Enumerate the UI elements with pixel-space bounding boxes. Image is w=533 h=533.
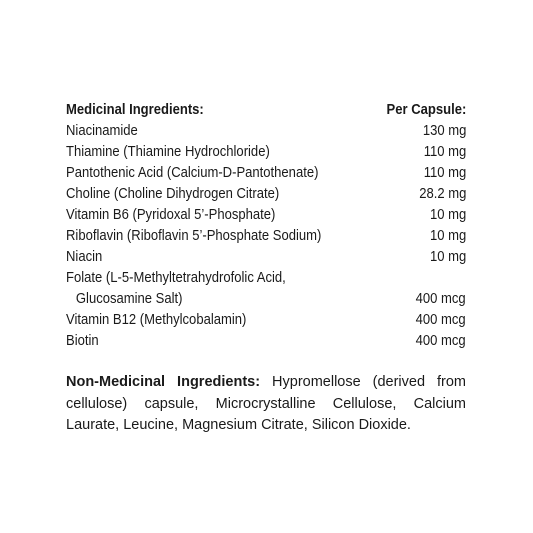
ingredient-amount: 28.2 mg xyxy=(418,186,466,202)
medicinal-ingredients-table xyxy=(66,100,466,352)
ingredient-row xyxy=(66,331,466,352)
ingredient-row xyxy=(66,310,466,331)
ingredient-amount: 400 mcg xyxy=(415,333,466,349)
ingredient-row xyxy=(66,205,466,226)
non-medicinal-ingredients xyxy=(66,372,466,437)
ingredient-amount: 400 mcg xyxy=(415,312,466,328)
ingredient-row xyxy=(66,268,466,289)
ingredient-amount: 110 mg xyxy=(423,144,466,160)
ingredient-amount: 10 mg xyxy=(429,207,466,223)
ingredient-name: Thiamine (Thiamine Hydrochloride) xyxy=(66,144,270,160)
table-header xyxy=(66,100,466,121)
ingredient-name: Niacin xyxy=(66,249,103,265)
ingredient-row xyxy=(66,184,466,205)
ingredient-row xyxy=(66,121,466,142)
ingredient-name: Riboflavin (Riboflavin 5’-Phosphate Sodium) xyxy=(66,228,322,244)
per-capsule-heading: Per Capsule: xyxy=(386,102,467,118)
ingredient-row xyxy=(66,289,466,310)
non-medicinal-text: Hypromellose (derived from cellulose) capsule, Microcrystalline Cellulose, Calcium Laurate, Leucine, Magnesium Citrate, Silicon Dioxide. xyxy=(66,374,467,433)
ingredient-row xyxy=(66,226,466,247)
ingredient-row xyxy=(66,247,466,268)
ingredient-name: Vitamin B6 (Pyridoxal 5’-Phosphate) xyxy=(66,207,276,223)
ingredient-row xyxy=(66,163,466,184)
ingredient-amount: 10 mg xyxy=(429,228,466,244)
ingredient-amount: 10 mg xyxy=(429,249,466,265)
ingredient-name: Biotin xyxy=(66,333,99,349)
ingredient-amount: 130 mg xyxy=(422,123,466,139)
ingredient-name: Vitamin B12 (Methylcobalamin) xyxy=(66,312,247,328)
ingredient-name: Niacinamide xyxy=(66,123,138,139)
non-medicinal-label: Non-Medicinal Ingredients: xyxy=(66,374,261,390)
ingredient-name: Pantothenic Acid (Calcium-D-Pantothenate) xyxy=(66,165,319,181)
ingredient-amount: 400 mcg xyxy=(415,291,466,307)
ingredient-name: Folate (L-5-Methyltetrahydrofolic Acid, xyxy=(66,270,286,286)
ingredient-name: Glucosamine Salt) xyxy=(75,291,183,307)
medicinal-ingredients-heading: Medicinal Ingredients: xyxy=(66,102,204,118)
ingredient-name: Choline (Choline Dihydrogen Citrate) xyxy=(66,186,280,202)
ingredient-row xyxy=(66,142,466,163)
ingredient-amount: 110 mg xyxy=(423,165,466,181)
